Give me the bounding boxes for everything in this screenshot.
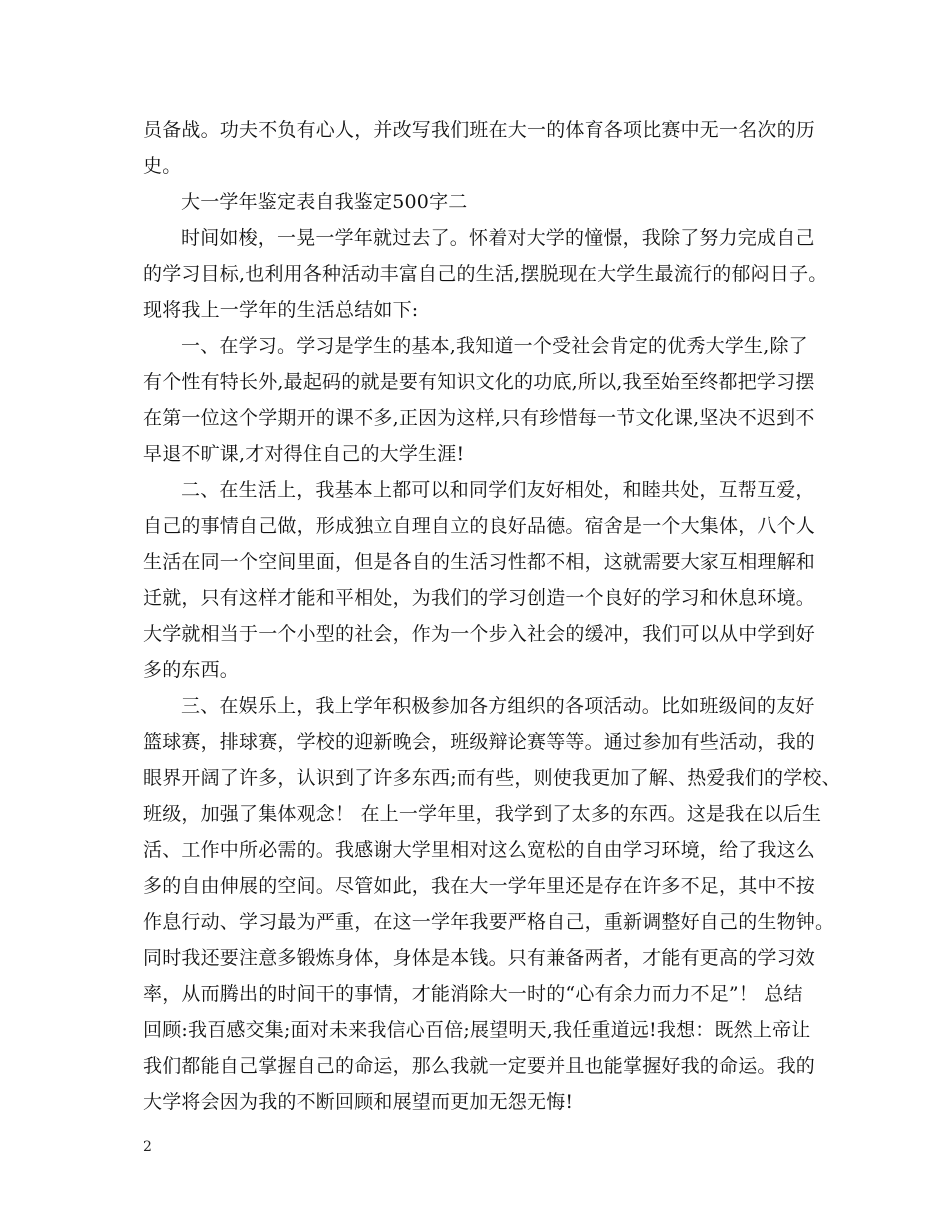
text-line: 的学习目标,也利用各种活动丰富自己的生活,摆脱现在大学生最流行的郁闷日子。 [143, 263, 828, 285]
text-line: 率，从而腾出的时间干的事情，才能消除大一时的“心有余力而力不足”！ 总结 [143, 983, 803, 1005]
text-line: 员备战。功夫不负有心人，并改写我们班在大一的体育各项比赛中无一名次的历 [143, 119, 816, 141]
text-line: 同时我还要注意多锻炼身体，身体是本钱。只有兼备两者，才能有更高的学习效 [143, 947, 816, 969]
text-line: 眼界开阔了许多，认识到了许多东西;而有些，则使我更加了解、热爱我们的学校、 [143, 767, 841, 789]
text-line: 在第一位这个学期开的课不多,正因为这样,只有珍惜每一节文化课,坚决不迟到不 [143, 407, 815, 429]
text-line: 作息行动、学习最为严重，在这一学年我要严格自己，重新调整好自己的生物钟。 [143, 911, 835, 933]
text-line: 篮球赛，排球赛，学校的迎新晚会，班级辩论赛等等。通过参加有些活动，我的 [143, 731, 816, 753]
page-number: 2 [143, 1139, 152, 1155]
paragraph-start: 三、在娱乐上，我上学年积极参加各方组织的各项活动。比如班级间的友好 [181, 695, 815, 717]
text-line: 活、工作中所必需的。我感谢大学里相对这么宽松的自由学习环境，给了我这么 [143, 839, 816, 861]
text-line: 回顾:我百感交集;面对未来我信心百倍;展望明天,我任重道远!我想：既然上帝让 [143, 1019, 811, 1041]
text-line: 大学就相当于一个小型的社会，作为一个步入社会的缓冲，我们可以从中学到好 [143, 623, 816, 645]
text-line: 迁就，只有这样才能和平相处，为我们的学习创造一个良好的学习和休息环境。 [143, 587, 816, 609]
text-line: 大学将会因为我的不断回顾和展望而更加无怨无悔! [143, 1091, 574, 1113]
section-heading: 大一学年鉴定表自我鉴定500字二 [181, 191, 468, 213]
text-line: 自己的事情自己做，形成独立自理自立的良好品德。宿舍是一个大集体，八个人 [143, 515, 816, 537]
paragraph-start: 时间如梭，一晃一学年就过去了。怀着对大学的憧憬，我除了努力完成自己 [181, 227, 815, 249]
text-line: 我们都能自己掌握自己的命运，那么我就一定要并且也能掌握好我的命运。我的 [143, 1055, 816, 1077]
text-line: 史。 [143, 155, 182, 177]
text-line: 现将我上一学年的生活总结如下: [143, 299, 419, 321]
text-line: 有个性有特长外,最起码的就是要有知识文化的功底,所以,我至始至终都把学习摆 [143, 371, 815, 393]
text-line: 班级，加强了集体观念！ 在上一学年里，我学到了太多的东西。这是我在以后生 [143, 803, 822, 825]
text-line: 早退不旷课,才对得住自己的大学生涯! [143, 443, 465, 465]
paragraph-start: 一、在学习。学习是学生的基本,我知道一个受社会肯定的优秀大学生,除了 [181, 335, 808, 357]
text-line: 生活在同一个空间里面，但是各自的生活习性都不相，这就需要大家互相理解和 [143, 551, 816, 573]
paragraph-start: 二、在生活上，我基本上都可以和同学们友好相处，和睦共处，互帮互爱， [181, 479, 815, 501]
text-line: 多的东西。 [143, 659, 240, 681]
text-line: 多的自由伸展的空间。尽管如此，我在大一学年里还是存在许多不足，其中不按 [143, 875, 816, 897]
